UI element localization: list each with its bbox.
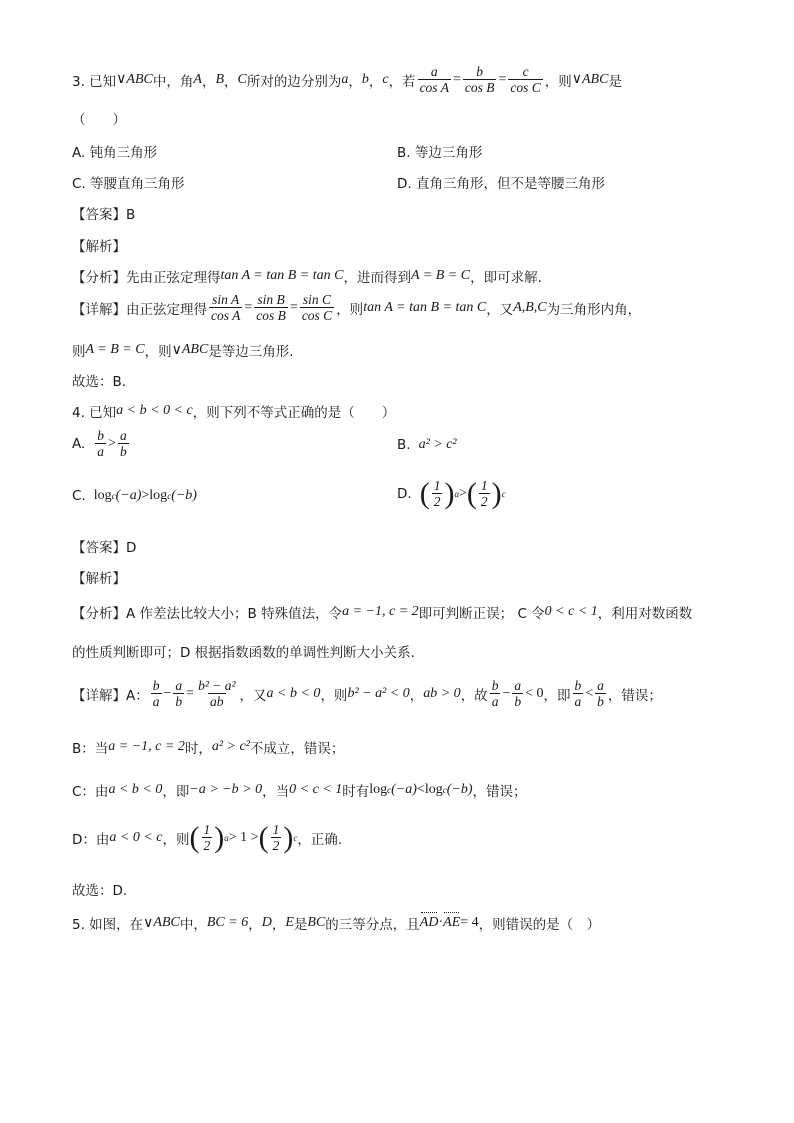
q3-option-c: C. 等腰直角三角形 — [72, 176, 185, 192]
q4-answer: 【答案】D — [72, 540, 137, 556]
q4-xiangjie-d: D：由 a < 0 < c ，则 ( $\frac{1}{2}$ ) a > 1 > ( $\frac{1}{2}$ ) c ，正确. — [72, 820, 343, 854]
frac-b-a: $\frac{b}{a}$ — [97, 428, 105, 459]
frac-a-b: $\frac{a}{b}$ — [119, 428, 127, 459]
q3-option-d: D. 直角三角形，但不是等腰三角形 — [397, 176, 605, 192]
q4-fenxi-line2: 的性质判断即可；D 根据指数函数的单调性判断大小关系. — [72, 645, 415, 661]
frac-sinA-cosA: $\frac{\text{sin A}}{\text{cos A}}$ — [211, 292, 241, 323]
q3-stem-mid: 中，角 — [152, 73, 194, 90]
q3-stem-sides: 所对的边分别为 — [246, 73, 342, 90]
vector-AD: AD — [419, 915, 439, 930]
frac-a-cosA: $\frac{a}{\text{cos A}}$ — [419, 64, 449, 95]
q3-jiexi: 【解析】 — [72, 239, 126, 255]
q4-xiangjie-a: 【详解】 A： $\frac{b}{a}$ − $\frac{a}{b}$ = $\frac{\text{b² − a²}}{ab}$ ，又 a < b < 0 ，则 b² − a² < 0 ， ab > 0 ，故 $\frac{b}{a}$ − $\frac{a}{b}$ < 0 ，即 $\frac{b}{a}$ < $\frac{a}{b}$ ，错误； — [72, 678, 662, 709]
triangle-name: ABC — [126, 71, 153, 87]
q4-jiexi: 【解析】 — [72, 571, 126, 587]
q4-fenxi: 【分析】 A 作差法比较大小；B 特殊值法，令 a = −1, c = 2 即可判断正误； C 令 0 < c < 1 ，利用对数函数 — [72, 604, 693, 622]
frac-1-2: $\frac{1}{2}$ — [433, 478, 441, 509]
q3-option-b: B. 等边三角形 — [397, 145, 483, 161]
frac-1-2: $\frac{1}{2}$ — [480, 478, 488, 509]
q5-stem: 5. 如图，在 ∨ ABC 中， BC = 6 ， D ， E 是 BC 的三等分点，且 AD · AE = 4 ，则错误的是（ ） — [72, 915, 601, 933]
q3-stem-line: 3. 已知 ∨ ABC 中，角 A ， B ， C 所对的边分别为 a ， b ， c ，若 $\frac{a}{\text{cos A}}$ = $\frac{b}{\text{cos B}}$ = $\frac{c}{\text{cos C}}$ ，则 ∨ ABC 是 — [72, 64, 622, 95]
q4-option-a: A. $\frac{b}{a}$ > $\frac{a}{b}$ — [72, 428, 127, 459]
frac-sinC-cosC: $\frac{\text{sin C}}{\text{cos C}}$ — [301, 292, 333, 323]
q4-option-c: C. log c (−a) > log c (−b) — [72, 488, 197, 504]
q3-blank: （ ） — [72, 112, 126, 128]
q3-xiangjie: 【详解】 由正弦定理得 $\frac{\text{sin A}}{\text{cos A}}$ = $\frac{\text{sin B}}{\text{cos B}}$ = $\frac{\text{sin C}}{\text{cos C}}$ ，则 tan A = tan B = tan C ，又 A,B,C 为三角形内角， — [72, 292, 642, 323]
q4-option-d: D. ( $\frac{1}{2}$ ) a > ( $\frac{1}{2}$ ) c — [397, 476, 506, 510]
vector-AE: AE — [443, 915, 461, 930]
q4-option-b: B. a² > c² — [397, 437, 457, 453]
frac-c-cosC: $\frac{c}{\text{cos C}}$ — [510, 64, 541, 95]
q4-guxuan: 故选：D. — [72, 883, 128, 899]
q3-fenxi: 【分析】 先由正弦定理得 tan A = tan B = tan C ，进而得到 A = B = C ，即可求解. — [72, 268, 542, 286]
q4-stem: 4. 已知 a < b < 0 < c ，则下列不等式正确的是（ ） — [72, 403, 396, 421]
q3-guxuan: 故选：B. — [72, 374, 127, 390]
q3-conclusion: 则 A = B = C ，则 ∨ ABC 是等边三角形. — [72, 342, 294, 360]
q3-answer: 【答案】B — [72, 207, 136, 223]
frac-sinB-cosB: $\frac{\text{sin B}}{\text{cos B}}$ — [256, 292, 286, 323]
q3-option-a: A. 钝角三角形 — [72, 145, 158, 161]
q3-stem-prefix: 3. 已知 — [72, 73, 117, 90]
frac-b-cosB: $\frac{b}{\text{cos B}}$ — [464, 64, 495, 95]
q4-xiangjie-c: C：由 a < b < 0 ，即 −a > −b > 0 ，当 0 < c < 1 时有 log c (−a) < log c (−b) ，错误； — [72, 782, 527, 800]
q4-xiangjie-b: B：当 a = −1, c = 2 时， a² > c² 不成立，错误； — [72, 739, 345, 757]
triangle-symbol: ∨ — [116, 72, 127, 87]
